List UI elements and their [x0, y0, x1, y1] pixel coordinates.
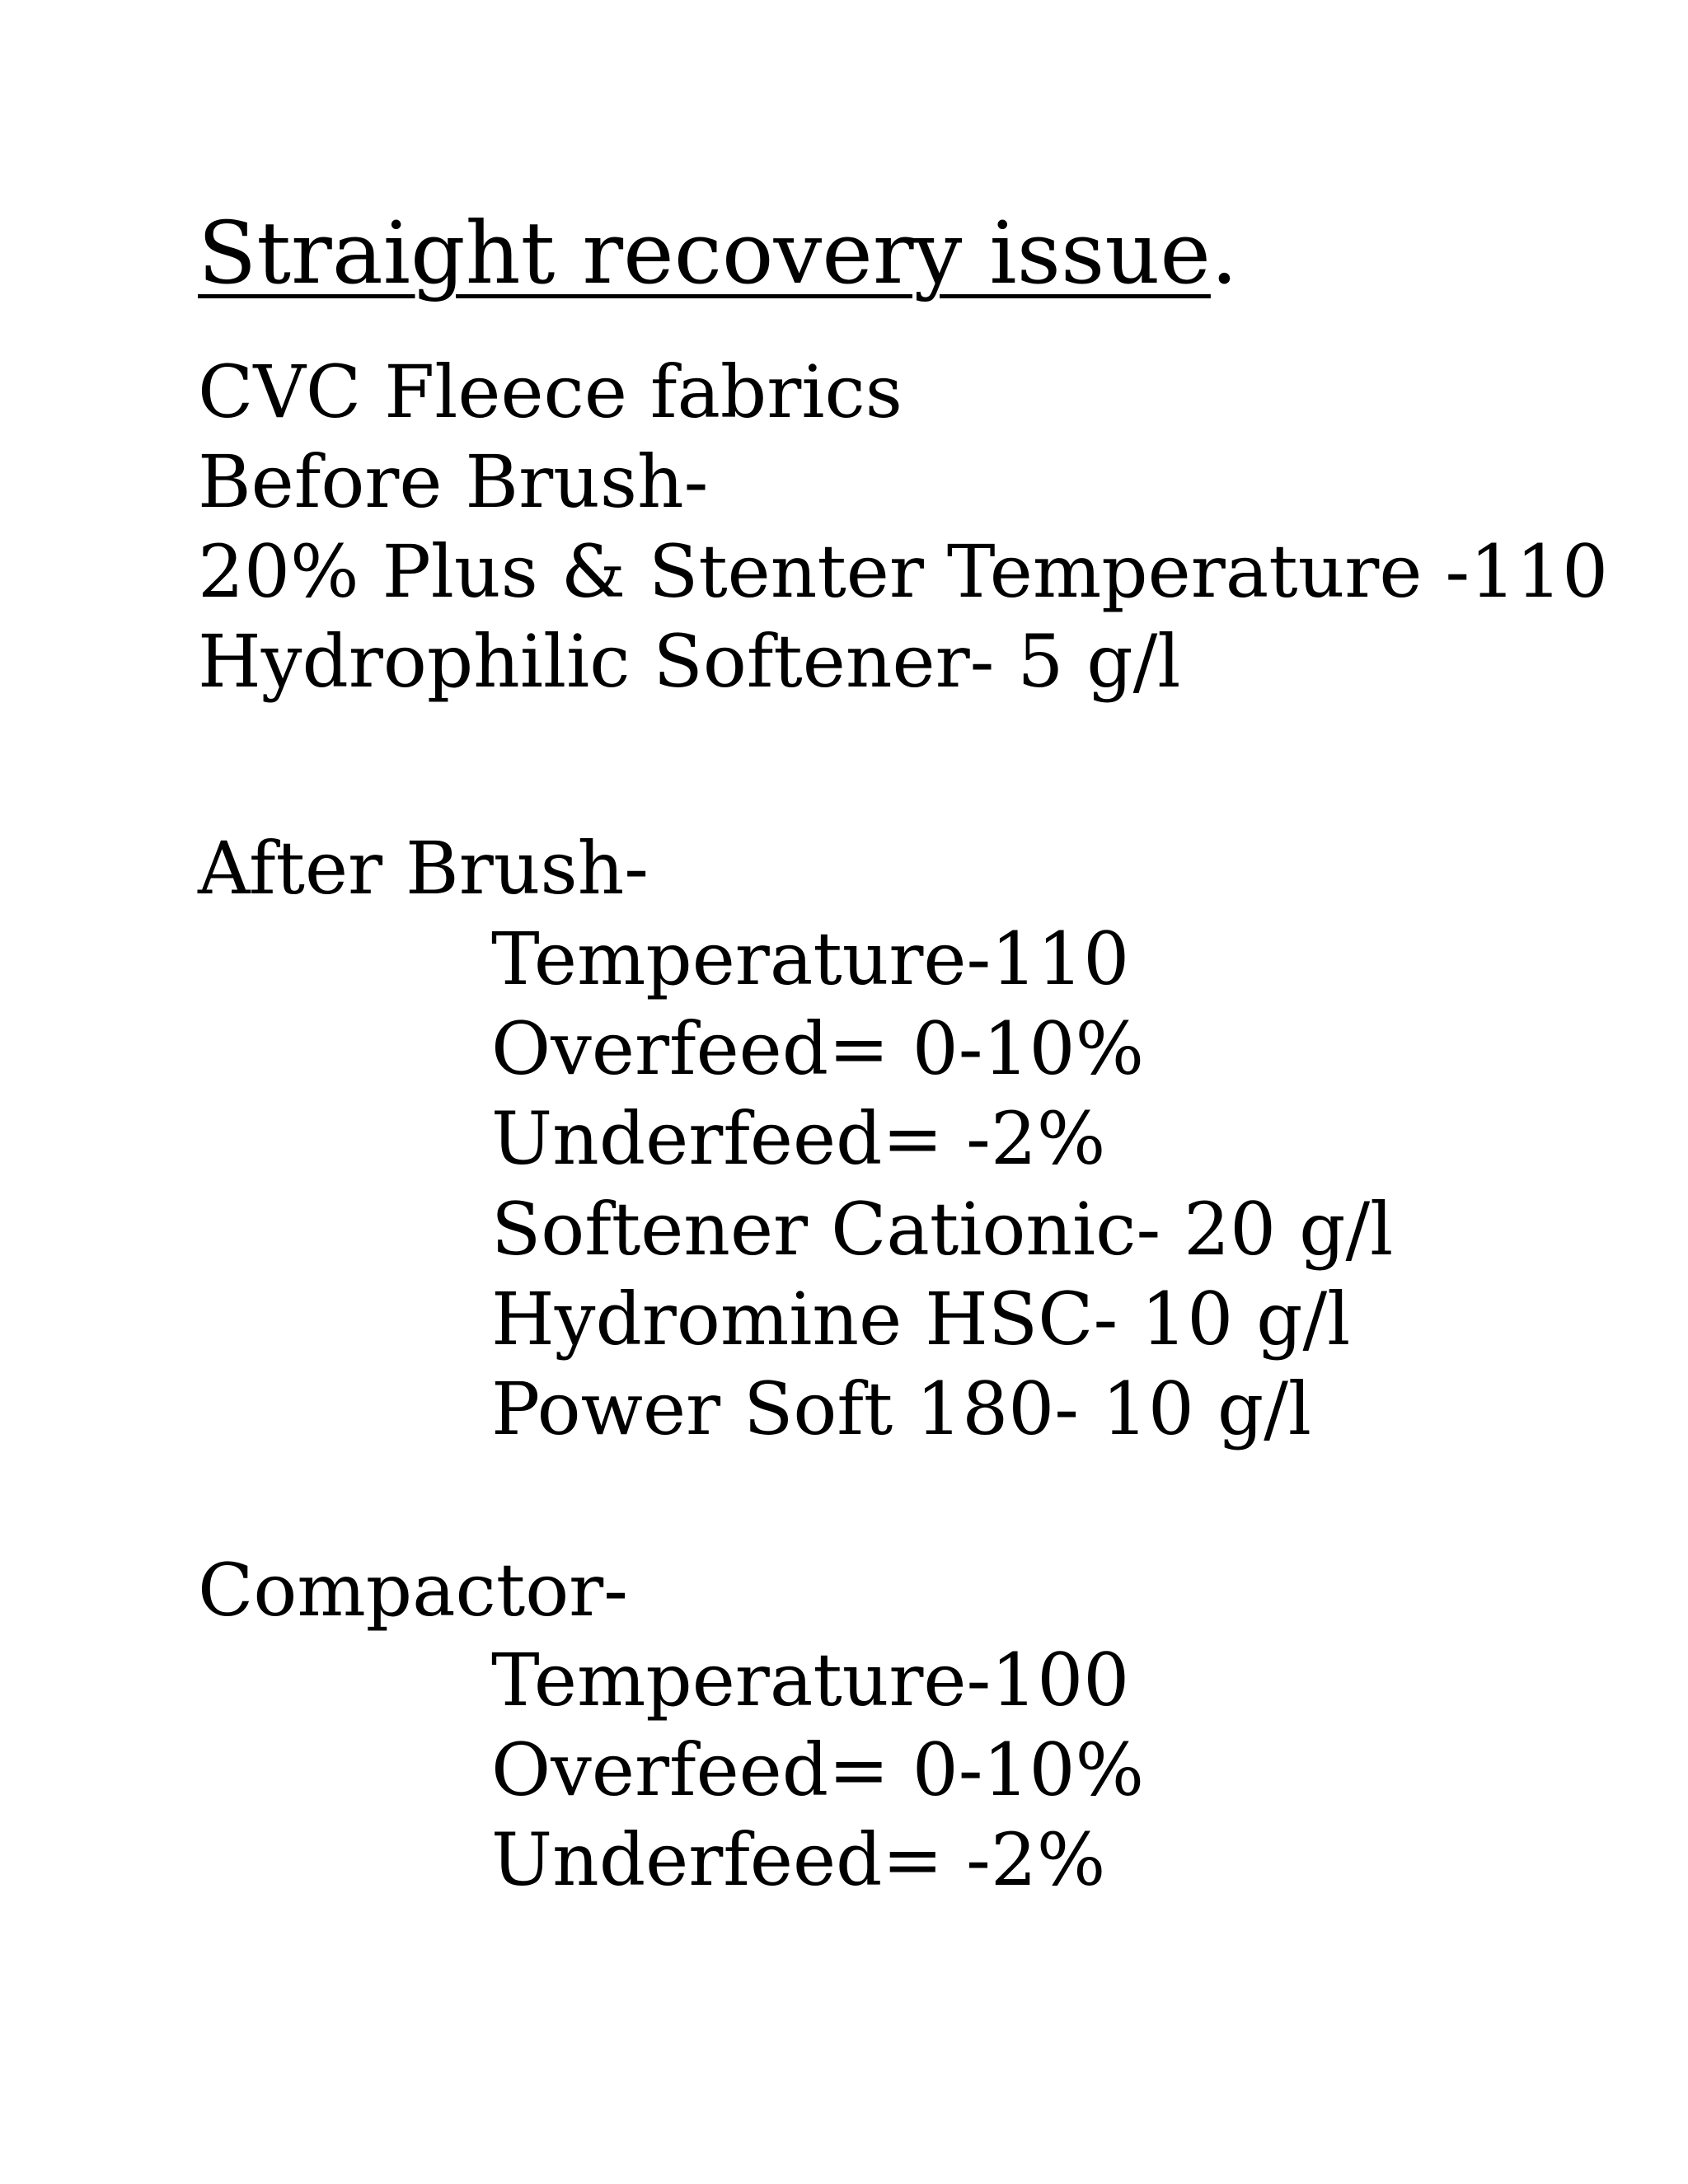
after-brush-underfeed: Underfeed= -2%: [491, 1096, 1106, 1181]
fabric-type: CVC Fleece fabrics: [198, 349, 903, 434]
after-brush-hydromine: Hydromine HSC- 10 g/l: [491, 1277, 1351, 1361]
compactor-overfeed: Overfeed= 0-10%: [491, 1727, 1145, 1812]
before-brush-stenter: 20% Plus & Stenter Temperature -110: [198, 529, 1609, 614]
after-brush-temperature: Temperature-110: [491, 916, 1130, 1001]
before-brush-heading: Before Brush-: [198, 439, 709, 524]
after-brush-heading: After Brush-: [198, 826, 649, 911]
after-brush-overfeed: Overfeed= 0-10%: [491, 1006, 1145, 1091]
compactor-underfeed: Underfeed= -2%: [491, 1817, 1106, 1902]
after-brush-power-soft: Power Soft 180- 10 g/l: [491, 1366, 1311, 1451]
page-title-text: Straight recovery issue: [198, 203, 1211, 303]
page-title: [198, 203, 1238, 303]
compactor-temperature: Temperature-100: [491, 1638, 1130, 1722]
after-brush-softener-cationic: Softener Cationic- 20 g/l: [491, 1187, 1394, 1272]
compactor-heading: Compactor-: [198, 1548, 628, 1633]
page-title-period: .: [1210, 203, 1238, 303]
before-brush-softener: Hydrophilic Softener- 5 g/l: [198, 619, 1181, 704]
